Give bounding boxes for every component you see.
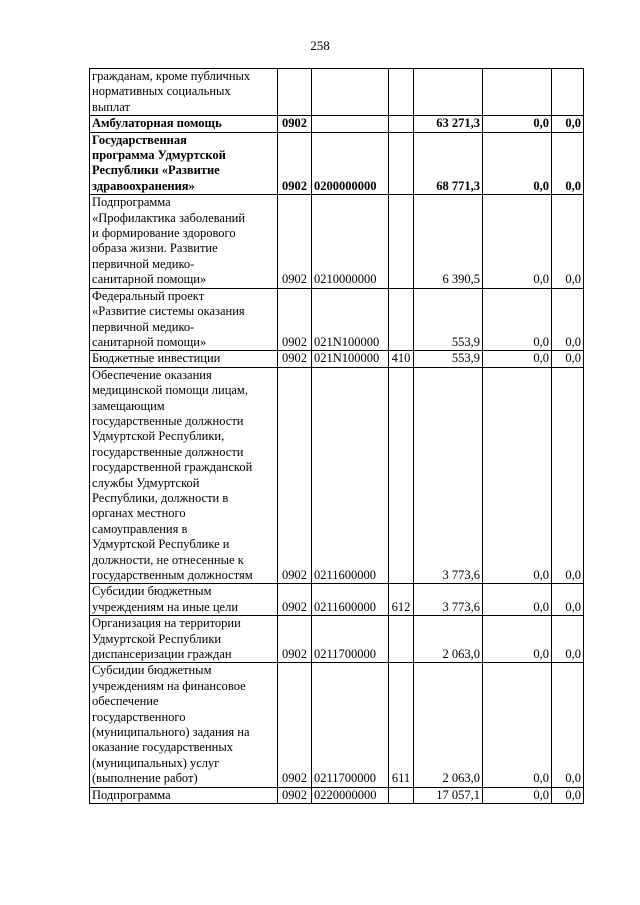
target-article-cell: 0211700000: [312, 616, 389, 663]
amount-cell: 2 063,0: [414, 663, 483, 787]
row-name-cell: Организация на территории Удмуртской Республики диспансеризации граждан: [90, 616, 278, 663]
amount-cell: 0,0: [552, 663, 584, 787]
amount-cell: 3 773,6: [414, 367, 483, 584]
section-code-cell: 0902: [278, 195, 312, 288]
amount-cell: 6 390,5: [414, 195, 483, 288]
expense-type-cell: 410: [389, 351, 414, 367]
row-name-cell: Бюджетные инвестиции: [90, 351, 278, 367]
target-article-cell: 0211700000: [312, 663, 389, 787]
expense-type-cell: [389, 288, 414, 351]
amount-cell: 0,0: [483, 367, 552, 584]
target-article-cell: 0210000000: [312, 195, 389, 288]
table-row: [90, 288, 584, 351]
target-article-cell: 0211600000: [312, 367, 389, 584]
row-name-cell: Подпрограмма: [90, 787, 278, 803]
table-row: [90, 351, 584, 367]
amount-cell: 63 271,3: [414, 116, 483, 132]
expense-type-cell: [389, 787, 414, 803]
row-name-cell: Субсидии бюджетным учреждениям на иные цели: [90, 584, 278, 616]
row-name-cell: Государственная программа Удмуртской Республики «Развитие здравоохранения»: [90, 132, 278, 195]
target-article-cell: 021N100000: [312, 351, 389, 367]
amount-cell: 0,0: [552, 132, 584, 195]
table-row: [90, 787, 584, 803]
amount-cell: 0,0: [483, 288, 552, 351]
row-name-cell: Обеспечение оказания медицинской помощи лицам, замещающим государственные должности Удмуртской Республики, государственные должности государственной гражданской службы Удмуртской Республики, должности в органах местного самоуправления в Удмуртской Республике и должности, не отнесенные к государственным должностям: [90, 367, 278, 584]
amount-cell: 0,0: [483, 616, 552, 663]
expense-type-cell: [389, 132, 414, 195]
amount-cell: 0,0: [552, 195, 584, 288]
target-article-cell: [312, 116, 389, 132]
row-name-cell: Амбулаторная помощь: [90, 116, 278, 132]
amount-cell: 0,0: [483, 351, 552, 367]
budget-table-body: [90, 69, 584, 804]
amount-cell: 0,0: [552, 351, 584, 367]
section-code-cell: 0902: [278, 288, 312, 351]
amount-cell: 0,0: [552, 616, 584, 663]
row-name-cell: Субсидии бюджетным учреждениям на финансовое обеспечение государственного (муниципального) задания на оказание государственных (муниципальных) услуг (выполнение работ): [90, 663, 278, 787]
section-code-cell: 0902: [278, 616, 312, 663]
expense-type-cell: [389, 116, 414, 132]
budget-table: [89, 68, 584, 804]
page-number: 258: [310, 38, 330, 53]
amount-cell: 553,9: [414, 351, 483, 367]
table-row: [90, 116, 584, 132]
amount-cell: 0,0: [552, 584, 584, 616]
section-code-cell: 0902: [278, 663, 312, 787]
amount-cell: 0,0: [552, 787, 584, 803]
section-code-cell: 0902: [278, 132, 312, 195]
amount-cell: 0,0: [483, 787, 552, 803]
section-code-cell: 0902: [278, 584, 312, 616]
target-article-cell: 021N100000: [312, 288, 389, 351]
amount-cell: [483, 69, 552, 116]
table-row: [90, 584, 584, 616]
section-code-cell: [278, 69, 312, 116]
row-name-cell: Подпрограмма «Профилактика заболеваний и формирование здорового образа жизни. Развитие первичной медико- санитарной помощи»: [90, 195, 278, 288]
target-article-cell: 0211600000: [312, 584, 389, 616]
amount-cell: 0,0: [552, 288, 584, 351]
expense-type-cell: [389, 616, 414, 663]
section-code-cell: 0902: [278, 116, 312, 132]
amount-cell: 0,0: [483, 663, 552, 787]
section-code-cell: 0902: [278, 787, 312, 803]
amount-cell: [414, 69, 483, 116]
amount-cell: 3 773,6: [414, 584, 483, 616]
table-row: [90, 367, 584, 584]
section-code-cell: 0902: [278, 367, 312, 584]
amount-cell: 0,0: [483, 584, 552, 616]
table-row: [90, 663, 584, 787]
target-article-cell: [312, 69, 389, 116]
amount-cell: 0,0: [483, 116, 552, 132]
expense-type-cell: 611: [389, 663, 414, 787]
expense-type-cell: [389, 195, 414, 288]
amount-cell: 0,0: [552, 116, 584, 132]
section-code-cell: 0902: [278, 351, 312, 367]
expense-type-cell: 612: [389, 584, 414, 616]
expense-type-cell: [389, 367, 414, 584]
amount-cell: 0,0: [483, 132, 552, 195]
amount-cell: 2 063,0: [414, 616, 483, 663]
amount-cell: 0,0: [552, 367, 584, 584]
amount-cell: 0,0: [483, 195, 552, 288]
amount-cell: 17 057,1: [414, 787, 483, 803]
amount-cell: 553,9: [414, 288, 483, 351]
expense-type-cell: [389, 69, 414, 116]
table-row: [90, 69, 584, 116]
row-name-cell: гражданам, кроме публичных нормативных социальных выплат: [90, 69, 278, 116]
target-article-cell: 0220000000: [312, 787, 389, 803]
amount-cell: [552, 69, 584, 116]
row-name-cell: Федеральный проект «Развитие системы оказания первичной медико- санитарной помощи»: [90, 288, 278, 351]
table-row: [90, 195, 584, 288]
table-row: [90, 132, 584, 195]
table-row: [90, 616, 584, 663]
amount-cell: 68 771,3: [414, 132, 483, 195]
target-article-cell: 0200000000: [312, 132, 389, 195]
